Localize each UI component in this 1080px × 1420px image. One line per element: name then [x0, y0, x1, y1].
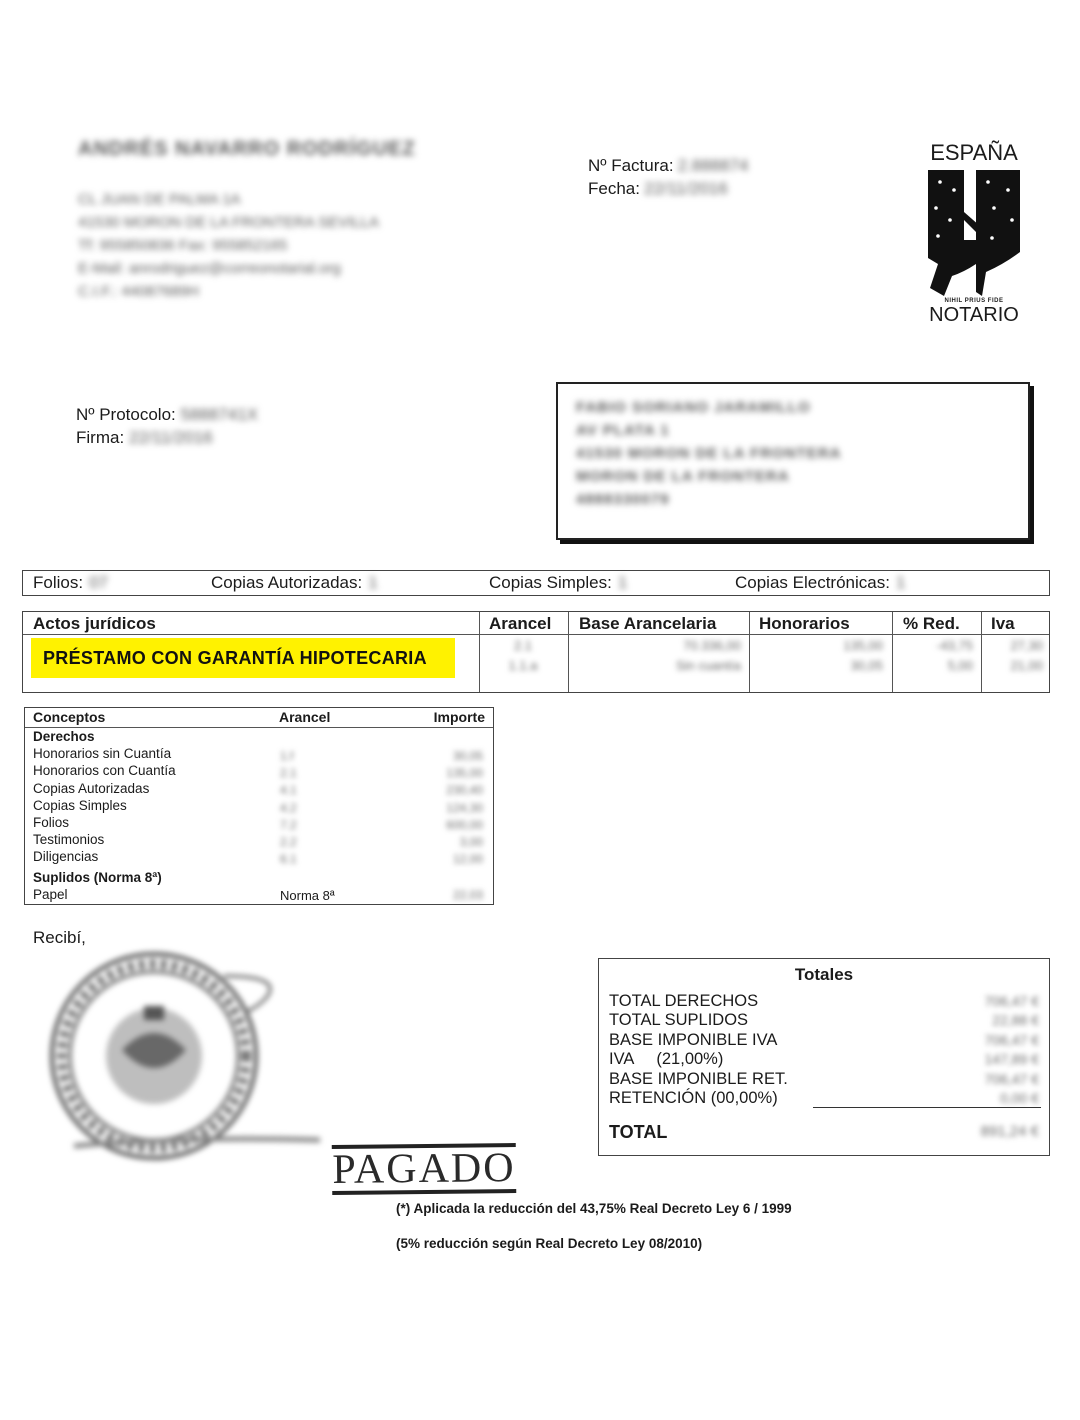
invoice-number-value: 2.888874 — [677, 156, 749, 175]
notary-address-line: CL JUAN DE PALMA 1A — [78, 191, 241, 208]
concept-row: Testimonios — [33, 832, 105, 848]
iva-label: IVA (21,00%) — [609, 1050, 724, 1069]
recipient-name: FABIO SORIANO JARAMILLO — [576, 399, 811, 416]
concept-importe-value: 600,00 — [446, 817, 483, 832]
concept-arancel-value: 6.1 — [280, 852, 297, 867]
concept-section: Derechos — [33, 729, 95, 744]
logo-top-text: ESPAÑA — [930, 140, 1018, 165]
recipient-city: MORON DE LA FRONTERA — [576, 468, 790, 485]
retencion-value: 0,00 € — [1000, 1090, 1039, 1107]
recipient-id: 4888330079 — [576, 491, 670, 508]
folios-value: 07 — [89, 573, 108, 592]
iva-value: 147,89 € — [984, 1051, 1039, 1068]
act-fee-value: 135,00 — [843, 638, 883, 653]
authorized-copies-label: Copias Autorizadas: — [211, 573, 363, 592]
received-label: Recibí, — [33, 928, 86, 947]
concept-row: Papel — [33, 886, 68, 902]
concept-importe-value: 3,00 — [459, 835, 483, 850]
header-reduction: % Red. — [903, 614, 960, 633]
act-base-value: 70.336,00 — [683, 638, 741, 653]
concept-arancel-value: 2.1 — [280, 766, 297, 781]
invoice-date-value: 22/11/2016 — [643, 179, 728, 198]
notary-seal-icon — [34, 946, 334, 1186]
copies-bar — [22, 570, 1050, 596]
notary-phone-line: Tf: 955850836 Fax: 955852165 — [78, 237, 288, 254]
notary-emblem-icon — [924, 168, 1024, 296]
concepts-table — [24, 707, 494, 905]
papel-arancel-value: Norma 8ª — [280, 888, 335, 903]
notary-cif-line: C.I.F.: 44087689H — [78, 283, 199, 300]
concept-row: Copias Simples — [33, 797, 127, 813]
base-retencion-label: BASE IMPONIBLE RET. — [609, 1069, 788, 1088]
electronic-copies-value: 1 — [895, 573, 906, 592]
grand-total-label: TOTAL — [609, 1122, 668, 1142]
act-reduction-value: -43,75 — [936, 638, 973, 653]
notary-address — [78, 188, 379, 303]
total-derechos-value: 706,47 € — [984, 993, 1039, 1009]
concept-importe-value: 124,30 — [446, 800, 483, 815]
base-iva-label: BASE IMPONIBLE IVA — [609, 1030, 778, 1049]
act-iva-value: 21,00 — [1010, 658, 1043, 673]
totals-box — [598, 958, 1050, 1156]
act-base-value: Sin cuantía — [675, 658, 741, 673]
concept-row: Diligencias — [33, 849, 99, 865]
base-retencion-value: 706,47 € — [984, 1070, 1039, 1087]
notary-logo — [918, 140, 1030, 336]
simple-copies-label: Copias Simples: — [489, 573, 612, 592]
highlighted-legal-act: PRÉSTAMO CON GARANTÍA HIPOTECARIA — [31, 638, 455, 678]
act-arancel-value: 2.1 — [513, 638, 533, 653]
signature-date-value: 22/11/2016 — [128, 428, 213, 447]
notary-name: ANDRÉS NAVARRO RODRÍGUEZ — [78, 138, 416, 160]
signature-date-label: Firma: — [76, 428, 125, 447]
concept-importe-value: 135,00 — [446, 766, 483, 781]
protocol-info — [76, 403, 258, 449]
recipient-street: AV PLATA 1 — [576, 422, 670, 439]
concept-importe-value: 12,00 — [452, 852, 483, 867]
header-legal-acts: Actos jurídicos — [33, 614, 156, 633]
legal-acts-table — [22, 611, 1050, 693]
header-concepts: Conceptos — [33, 709, 106, 725]
reduction-note-2: (5% reducción según Real Decreto Ley 08/2010) — [396, 1236, 703, 1251]
header-base: Base Arancelaria — [579, 614, 717, 633]
concept-row: Folios — [33, 815, 70, 831]
act-reduction-value: 5,00 — [947, 658, 973, 673]
concept-importe-value: 230,40 — [446, 783, 483, 798]
paid-stamp: PAGADO — [332, 1143, 517, 1195]
authorized-copies-value: 1 — [368, 573, 378, 592]
act-arancel-value: 1.1.a — [508, 658, 538, 673]
folios-label: Folios: — [33, 573, 84, 592]
invoice-number-label: Nº Factura: — [588, 156, 674, 175]
header-concepts-arancel: Arancel — [279, 709, 331, 725]
concept-arancel-value: 4.1 — [280, 783, 297, 798]
act-fee-value: 30,05 — [850, 658, 883, 673]
header-iva: Iva — [991, 614, 1015, 633]
concept-arancel-value: 2.2 — [280, 835, 297, 850]
concept-row: Copias Autorizadas — [33, 780, 150, 796]
total-suplidos-value: 22,88 € — [992, 1012, 1039, 1029]
header-concepts-importe: Importe — [433, 709, 485, 725]
totals-title: Totales — [794, 965, 854, 984]
header-honorarios: Honorarios — [759, 614, 850, 633]
reduction-note: (*) Aplicada la reducción del 43,75% Real Decreto Ley 6 / 1999 — [396, 1201, 792, 1216]
concept-arancel-value: 1.f — [280, 749, 294, 763]
protocol-number-value: 5888741X — [180, 405, 259, 424]
simple-copies-value: 1 — [617, 573, 628, 592]
total-suplidos-label: TOTAL SUPLIDOS — [609, 1011, 749, 1030]
protocol-number-label: Nº Protocolo: — [76, 405, 176, 424]
logo-motto: NIHIL PRIUS FIDE — [944, 298, 1004, 304]
total-derechos-label: TOTAL DERECHOS — [609, 992, 759, 1010]
recipient-postal: 41530 MORON DE LA FRONTERA — [576, 445, 842, 462]
base-iva-value: 706,47 € — [984, 1031, 1039, 1048]
notary-address-line: 41530 MORON DE LA FRONTERA SEVILLA — [78, 214, 379, 231]
concept-section: Suplidos (Norma 8ª) — [33, 869, 162, 885]
logo-bottom-text: NOTARIO — [929, 304, 1019, 326]
concept-arancel-value: 4.2 — [280, 800, 297, 815]
invoice-info — [588, 154, 748, 200]
electronic-copies-label: Copias Electrónicas: — [735, 573, 890, 592]
concept-arancel-value: 7.2 — [280, 817, 297, 832]
invoice-date-label: Fecha: — [588, 179, 640, 198]
concept-row: Honorarios sin Cuantía — [33, 746, 172, 762]
grand-total-value: 891,24 € — [980, 1123, 1039, 1140]
concept-importe-value: 30,05 — [452, 749, 483, 763]
recipient-address-box — [556, 382, 1030, 540]
concept-row: Honorarios con Cuantía — [33, 763, 176, 779]
notary-email-line: E-Mail: anrodriguez@correonotarial.org — [78, 260, 341, 277]
papel-importe-value: 22,03 — [452, 888, 483, 902]
retencion-label: RETENCIÓN (00,00%) — [609, 1089, 778, 1108]
act-iva-value: 27,30 — [1010, 638, 1043, 653]
header-arancel: Arancel — [489, 614, 552, 633]
